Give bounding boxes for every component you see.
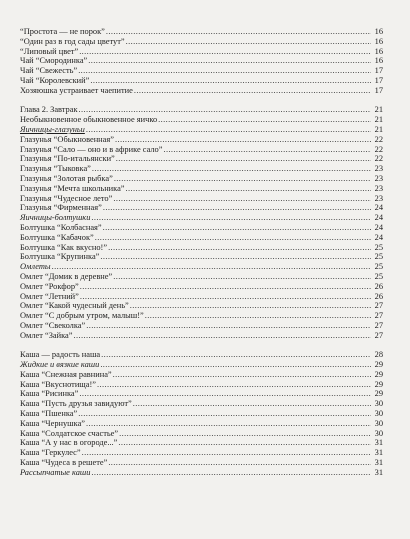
toc-entry-page: 27 — [374, 311, 383, 321]
toc-entry-title: Глазунья “Чудесное лето” — [20, 193, 113, 203]
toc-entry-title: Каша “А у нас в огороде...” — [20, 438, 118, 448]
toc-entry-title: Жидкие и вязкие каши — [20, 360, 100, 370]
toc-entry-page: 21 — [374, 115, 383, 125]
toc-entry-page: 16 — [374, 56, 383, 66]
toc-entry-page: 25 — [374, 271, 383, 281]
toc-entry-page: 24 — [374, 232, 383, 242]
toc-entry — [20, 203, 383, 213]
dot-leader — [79, 105, 371, 115]
group-spacer — [20, 96, 383, 106]
toc-entry-title: Болтушка “Колбасная” — [20, 222, 102, 232]
dot-leader — [113, 370, 371, 380]
toc-entry-page: 21 — [374, 124, 383, 134]
toc-entry-page: 27 — [374, 320, 383, 330]
toc-entry — [20, 311, 383, 321]
dot-leader — [79, 47, 371, 57]
toc-entry-page: 25 — [374, 252, 383, 262]
dot-leader — [91, 468, 371, 478]
dot-leader — [86, 419, 371, 429]
toc-entry-page: 23 — [374, 173, 383, 183]
dot-leader — [116, 154, 371, 164]
toc-entry-title: Омлет “Летний” — [20, 291, 79, 301]
dot-leader — [113, 272, 371, 282]
toc-entry — [20, 321, 383, 331]
dot-leader — [106, 27, 371, 37]
toc-entry — [20, 56, 383, 66]
toc-entry — [20, 145, 383, 155]
dot-leader — [86, 125, 371, 135]
toc-entry-page: 30 — [374, 428, 383, 438]
toc-group-teas — [20, 27, 383, 96]
toc-entry-page: 26 — [374, 291, 383, 301]
toc-entry-page: 29 — [374, 360, 383, 370]
dot-leader — [114, 174, 371, 184]
dot-leader — [126, 184, 371, 194]
toc-entry-title: Глазунья “Тыковка” — [20, 164, 91, 174]
toc-entry — [20, 468, 383, 478]
toc-group-breakfast — [20, 105, 383, 340]
dot-leader — [118, 438, 371, 448]
toc-entry — [20, 135, 383, 145]
toc-entry — [20, 66, 383, 76]
dot-leader — [78, 66, 371, 76]
toc-entry-title: Каша “Рисинка” — [20, 389, 79, 399]
dot-leader — [91, 213, 371, 223]
toc-entry — [20, 292, 383, 302]
toc-entry-page: 16 — [374, 46, 383, 56]
table-of-contents — [20, 27, 383, 478]
toc-entry — [20, 438, 383, 448]
dot-leader — [103, 223, 371, 233]
toc-entry-title: Рассыпчатые каши — [20, 467, 91, 477]
toc-entry-title: Омлет “Свеколка” — [20, 320, 86, 330]
dot-leader — [90, 76, 371, 86]
toc-entry-page: 29 — [374, 389, 383, 399]
toc-entry-title: Глазунья “Обыкновенная” — [20, 134, 114, 144]
dot-leader — [97, 380, 371, 390]
dot-leader — [119, 429, 371, 439]
dot-leader — [74, 331, 372, 341]
toc-entry — [20, 399, 383, 409]
toc-entry-page: 28 — [374, 350, 383, 360]
toc-entry — [20, 252, 383, 262]
toc-entry-page: 24 — [374, 222, 383, 232]
toc-entry-title: Глазунья “Фирменная” — [20, 203, 102, 213]
toc-entry-page: 23 — [374, 183, 383, 193]
dot-leader — [101, 350, 371, 360]
toc-entry-title: Необыкновенное обыкновенное яичко — [20, 115, 158, 125]
toc-entry — [20, 272, 383, 282]
toc-entry — [20, 174, 383, 184]
dot-leader — [92, 164, 371, 174]
toc-entry — [20, 154, 383, 164]
toc-entry — [20, 448, 383, 458]
toc-entry-title: Болтушка “Кабачок” — [20, 232, 94, 242]
toc-entry — [20, 194, 383, 204]
toc-entry-title: Яичницы-глазуньи — [20, 124, 85, 134]
dot-leader — [163, 145, 371, 155]
toc-entry-title: Омлет “Домик в деревне” — [20, 271, 113, 281]
toc-entry — [20, 223, 383, 233]
toc-entry-title: Чай “Свежесть” — [20, 66, 78, 76]
dot-leader — [52, 262, 371, 272]
dot-leader — [113, 194, 371, 204]
dot-leader — [80, 292, 371, 302]
dot-leader — [80, 282, 371, 292]
dot-leader — [78, 409, 371, 419]
toc-entry — [20, 370, 383, 380]
toc-entry-page: 22 — [374, 144, 383, 154]
toc-entry-title: Яичницы-болтушки — [20, 213, 91, 223]
dot-leader — [108, 243, 371, 253]
toc-entry-page: 17 — [374, 66, 383, 76]
toc-entry-title: Чай “Смородинка” — [20, 56, 88, 66]
toc-entry — [20, 389, 383, 399]
toc-entry-title: Каша “Чернушка” — [20, 418, 86, 428]
toc-entry-title: Глава 2. Завтрак — [20, 105, 78, 115]
toc-entry-page: 23 — [374, 193, 383, 203]
toc-entry-title: Омлет “Зайка” — [20, 330, 73, 340]
toc-entry-title: Глазунья “По-итальянски” — [20, 154, 115, 164]
toc-entry-page: 24 — [374, 213, 383, 223]
toc-entry-title: Болтушка “Крупинка” — [20, 252, 100, 262]
toc-entry — [20, 331, 383, 341]
toc-entry — [20, 233, 383, 243]
toc-entry-page: 22 — [374, 134, 383, 144]
toc-entry-title: Глазунья “Сало — оно и в африке сало” — [20, 144, 163, 154]
toc-entry — [20, 380, 383, 390]
toc-entry — [20, 458, 383, 468]
toc-entry-page: 27 — [374, 330, 383, 340]
toc-entry — [20, 409, 383, 419]
toc-entry-page: 30 — [374, 418, 383, 428]
toc-entry-title: Омлет “Какой чудесный день” — [20, 301, 129, 311]
toc-entry-page: 30 — [374, 409, 383, 419]
toc-entry-page: 23 — [374, 164, 383, 174]
dot-leader — [82, 448, 371, 458]
toc-entry — [20, 282, 383, 292]
toc-entry-page: 22 — [374, 154, 383, 164]
dot-leader — [126, 37, 371, 47]
dot-leader — [103, 203, 371, 213]
toc-entry-page: 24 — [374, 203, 383, 213]
dot-leader — [145, 311, 371, 321]
toc-entry-title: Каша — радость наша — [20, 350, 101, 360]
toc-entry-page: 17 — [374, 75, 383, 85]
dot-leader — [95, 233, 371, 243]
toc-entry — [20, 125, 383, 135]
toc-entry-page: 31 — [374, 467, 383, 477]
toc-entry-title: Омлет “Рокфор” — [20, 281, 79, 291]
toc-entry-title: Каша “Геркулес” — [20, 448, 81, 458]
toc-entry — [20, 419, 383, 429]
toc-entry — [20, 27, 383, 37]
dot-leader — [100, 360, 371, 370]
toc-entry-page: 31 — [374, 458, 383, 468]
toc-entry — [20, 115, 383, 125]
toc-entry-title: Каша “Пусть друзья завидуют” — [20, 399, 132, 409]
toc-entry-page: 29 — [374, 379, 383, 389]
toc-entry-title: “Один раз в год сады цветут” — [20, 36, 125, 46]
toc-entry-page: 17 — [374, 85, 383, 95]
toc-entry-page: 25 — [374, 262, 383, 272]
toc-entry-page: 30 — [374, 399, 383, 409]
toc-entry — [20, 105, 383, 115]
toc-entry-page: 31 — [374, 448, 383, 458]
toc-entry-page: 16 — [374, 36, 383, 46]
dot-leader — [100, 252, 371, 262]
dot-leader — [86, 321, 371, 331]
toc-entry-page: 26 — [374, 281, 383, 291]
dot-leader — [79, 389, 371, 399]
dot-leader — [134, 86, 371, 96]
toc-entry-title: Каша “Пшенка” — [20, 409, 78, 419]
toc-entry-title: Глазунья “Мечта школьника” — [20, 183, 125, 193]
toc-entry-title: “Липовый цвет” — [20, 46, 79, 56]
toc-entry-title: Каша “Вкуснотища!” — [20, 379, 96, 389]
toc-entry — [20, 350, 383, 360]
toc-entry-page: 31 — [374, 438, 383, 448]
dot-leader — [158, 115, 371, 125]
toc-group-porridge — [20, 350, 383, 477]
toc-entry-title: Чай “Королевский” — [20, 75, 90, 85]
toc-entry-title: “Простота — не порок” — [20, 27, 105, 36]
toc-entry-page: 25 — [374, 242, 383, 252]
toc-entry-title: Каша “Снежная равнина” — [20, 369, 112, 379]
toc-entry-title: Омлет “С добрым утром, малыш!” — [20, 311, 144, 321]
toc-entry-title: Каша “Солдатское счастье” — [20, 428, 119, 438]
group-spacer — [20, 341, 383, 351]
toc-entry-page: 16 — [374, 27, 383, 36]
toc-entry-page: 29 — [374, 369, 383, 379]
toc-entry-page: 21 — [374, 105, 383, 115]
toc-entry-page: 27 — [374, 301, 383, 311]
toc-entry — [20, 37, 383, 47]
toc-entry-title: Глазунья “Золотая рыбка” — [20, 173, 113, 183]
dot-leader — [88, 56, 371, 66]
toc-entry — [20, 213, 383, 223]
toc-entry — [20, 429, 383, 439]
dot-leader — [108, 458, 371, 468]
toc-entry — [20, 164, 383, 174]
toc-entry-title: Болтушка “Как вкусно!” — [20, 242, 108, 252]
toc-entry — [20, 47, 383, 57]
toc-entry — [20, 262, 383, 272]
toc-entry — [20, 301, 383, 311]
toc-entry — [20, 243, 383, 253]
toc-entry-title: Омлеты — [20, 262, 51, 272]
toc-entry — [20, 360, 383, 370]
toc-entry-title: Хозяюшка устраивает чаепитие — [20, 85, 133, 95]
dot-leader — [133, 399, 371, 409]
dot-leader — [115, 135, 371, 145]
toc-entry — [20, 184, 383, 194]
dot-leader — [130, 301, 371, 311]
toc-entry-title: Каша “Чудеса в решете” — [20, 458, 108, 468]
toc-entry — [20, 76, 383, 86]
toc-entry — [20, 86, 383, 96]
